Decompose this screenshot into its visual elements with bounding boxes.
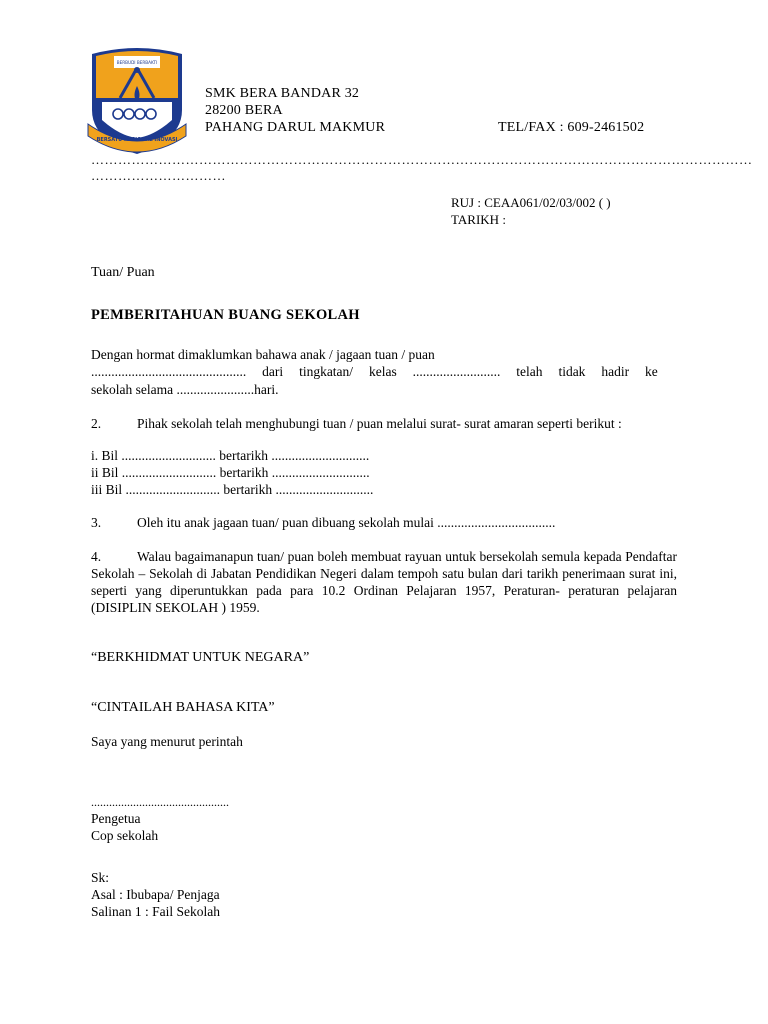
- paragraph-4: [91, 548, 677, 616]
- cc-original: Asal : Ibubapa/ Penjaga: [91, 887, 220, 902]
- p1-word: dari: [262, 364, 284, 379]
- p1-word: tidak: [558, 364, 586, 379]
- paragraph-1-line-1: Dengan hormat dimaklumkan bahawa anak / jagaan tuan / puan: [91, 347, 435, 362]
- paragraph-3-text: Oleh itu anak jagaan tuan/ puan dibuang sekolah mulai ...................................: [137, 515, 556, 530]
- paragraph-3: [91, 515, 555, 531]
- paragraph-2: [91, 415, 677, 432]
- cc-copy-1: Salinan 1 : Fail Sekolah: [91, 904, 220, 919]
- reference-date: TARIKH :: [451, 212, 506, 227]
- warning-letter-list-item-2: ii Bil ............................ bertarikh .............................: [91, 465, 370, 480]
- p1-word: ke: [645, 364, 658, 379]
- class-blank: ..........................: [412, 364, 501, 379]
- paragraph-4-number: 4.: [91, 549, 102, 564]
- student-name-blank: ..............................................: [91, 364, 247, 379]
- signer-title: Pengetua: [91, 811, 141, 826]
- crest-motto-text: BERBUDI BERBAKTI: [116, 60, 158, 65]
- warning-letter-list-item-1: i. Bil ............................ bertarikh .............................: [91, 448, 370, 463]
- warning-letter-list-item-3: iii Bil ............................ bertarikh .............................: [91, 482, 374, 497]
- paragraph-4-text: Walau bagaimanapun tuan/ puan boleh membuat rayuan untuk bersekolah semula kepada Pendaftar Sekolah – Sekolah di Jabatan Pendidikan Negeri dalam tempoh satu bulan dari tarikh penerimaan surat ini, seperti yang diperuntukkan pada para 10.2 Ordinan Pelajaran 1957, Peraturan- peraturan pelajaran (DISIPLIN SEKOLAH ) 1959.: [91, 549, 677, 615]
- school-tel-fax: TEL/FAX : 609-2461502: [498, 120, 645, 135]
- address-dotted-line-2: …………………………: [91, 168, 226, 183]
- address-dotted-line-1: …………………………………………………………………………………………………………………………………: [91, 152, 753, 167]
- slogan-berkhidmat: “BERKHIDMAT UNTUK NEGARA”: [91, 650, 310, 665]
- crest-banner-text: BERSATU RASIONAL INOVASI: [96, 137, 178, 143]
- paragraph-1-line-2: [91, 364, 677, 380]
- school-stamp-label: Cop sekolah: [91, 828, 159, 843]
- school-postcode: 28200 BERA: [205, 103, 283, 118]
- paragraph-2-number: 2.: [91, 416, 102, 431]
- school-crest-logo: [84, 40, 190, 156]
- salutation: Tuan/ Puan: [91, 265, 155, 280]
- school-name: SMK BERA BANDAR 32: [205, 86, 360, 101]
- closing-phrase: Saya yang menurut perintah: [91, 734, 243, 749]
- p1-word: telah: [516, 364, 543, 379]
- p1-word: tingkatan/: [299, 364, 354, 379]
- slogan-cintailah: “CINTAILAH BAHASA KITA”: [91, 700, 275, 715]
- p1-word: hadir: [601, 364, 630, 379]
- letter-title: PEMBERITAHUAN BUANG SEKOLAH: [91, 307, 360, 323]
- p1-word: kelas: [368, 364, 397, 379]
- paragraph-3-number: 3.: [91, 515, 102, 530]
- paragraph-2-text: Pihak sekolah telah menghubungi tuan / puan melalui surat- surat amaran seperti berikut :: [137, 416, 622, 431]
- reference-number: RUJ : CEAA061/02/03/002 ( ): [451, 195, 611, 210]
- school-state: PAHANG DARUL MAKMUR: [205, 120, 386, 135]
- cc-label: Sk:: [91, 870, 110, 885]
- paragraph-1-line-3: sekolah selama .......................hari.: [91, 382, 279, 397]
- signature-line: ..............................................: [91, 795, 229, 809]
